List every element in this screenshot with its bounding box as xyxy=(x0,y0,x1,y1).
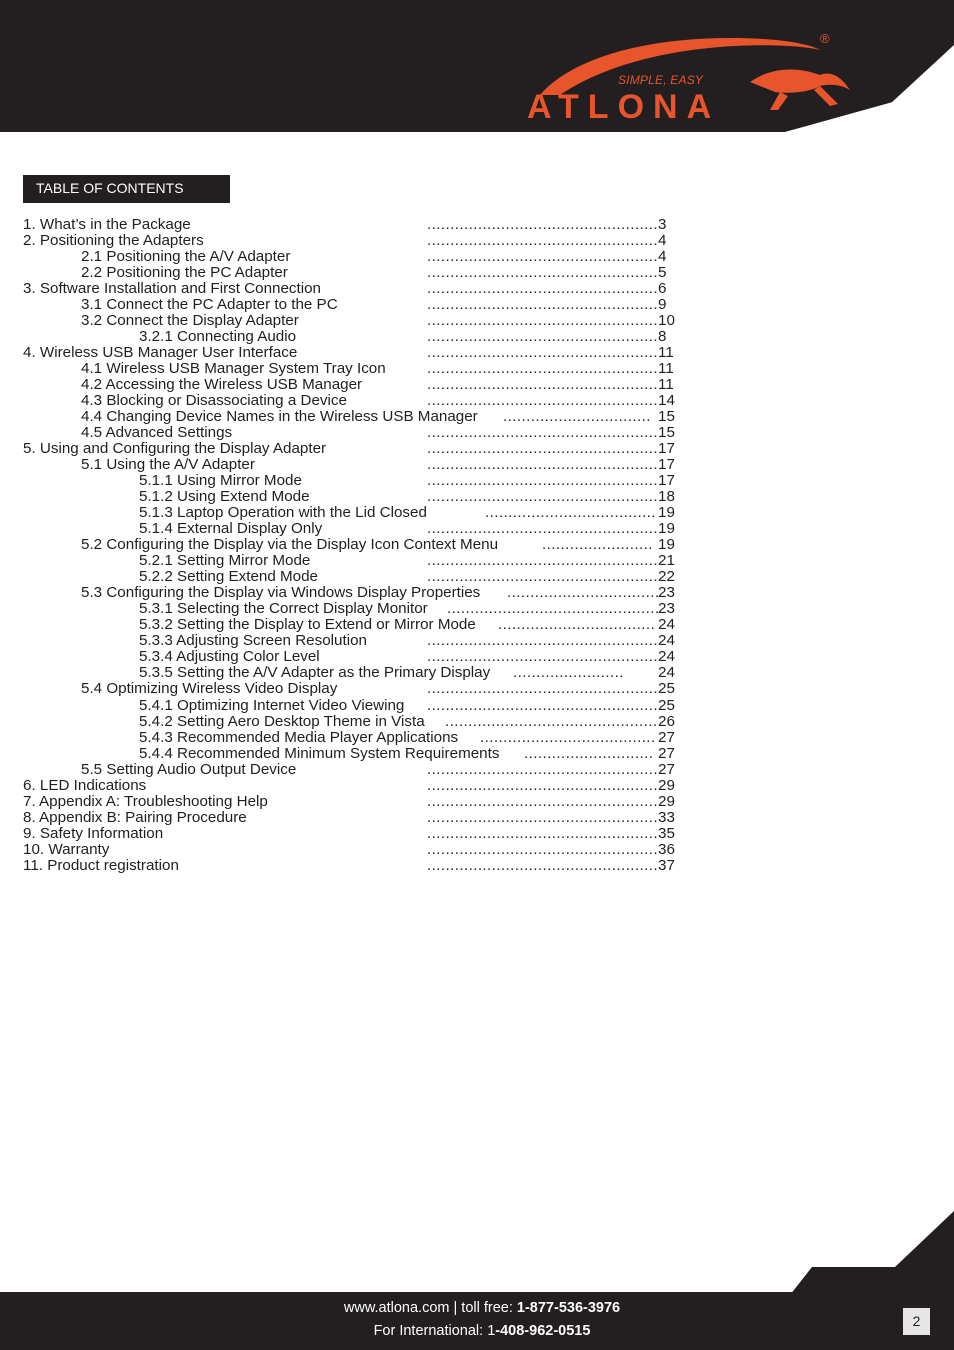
toc-entry-dots: .............................................. xyxy=(445,713,658,730)
toc-entry-dots: .................................................. xyxy=(427,777,658,794)
toc-entry-dots: .................................................. xyxy=(427,488,658,505)
footer-band xyxy=(0,1292,954,1350)
toc-entry-dots: ...................................... xyxy=(480,729,656,746)
toc-entry-label: 3.2.1 Connecting Audio xyxy=(139,328,297,345)
toc-entry-label: 10. Warranty xyxy=(23,841,110,858)
registered-mark: ® xyxy=(820,31,830,46)
toc-entry-page: 24 xyxy=(658,648,675,665)
toc-entry-label: 5.3.4 Adjusting Color Level xyxy=(139,648,320,665)
toc-entry-label: 5.4.2 Setting Aero Desktop Theme in Vista xyxy=(139,713,425,730)
toc-entry-label: 5.5 Setting Audio Output Device xyxy=(81,761,297,778)
footer-corner-shape xyxy=(0,1205,954,1295)
toc-entry-label: 5.2 Configuring the Display via the Display Icon Context Menu xyxy=(81,536,499,553)
toc-entry-page: 17 xyxy=(658,472,675,489)
toc-entry-page: 24 xyxy=(658,632,675,649)
toc-entry-page: 26 xyxy=(658,713,675,730)
toc-entry-dots: .................................................. xyxy=(427,248,658,265)
toc-entry-dots: .................................................. xyxy=(427,472,658,489)
toc-entry-label: 4.2 Accessing the Wireless USB Manager xyxy=(81,376,363,393)
toc-entry-dots: .................................................. xyxy=(427,280,658,297)
toc-entry-page: 14 xyxy=(658,392,675,409)
toc-entry-page: 24 xyxy=(658,616,675,633)
toc-entry-dots: .................................................. xyxy=(427,344,658,361)
toc-entry-label: 5.3.1 Selecting the Correct Display Monitor xyxy=(139,600,428,617)
toc-entry-dots: .................................................. xyxy=(427,809,658,826)
toc-entry-page: 3 xyxy=(658,216,667,233)
toc-entry-dots: .................................................. xyxy=(427,264,658,281)
toc-entry-label: 5.3.3 Adjusting Screen Resolution xyxy=(139,632,367,649)
toc-entry-label: 5.1.2 Using Extend Mode xyxy=(139,488,310,505)
toc-entry-dots: .................................................. xyxy=(427,216,658,233)
toc-entry-page: 27 xyxy=(658,729,675,746)
toc-entry-dots: .................................................. xyxy=(427,232,658,249)
toc-entry-label: 3.2 Connect the Display Adapter xyxy=(81,312,299,329)
toc-entry-dots: .................................................. xyxy=(427,697,658,714)
toc-entry-page: 23 xyxy=(658,584,675,601)
page-number: 2 xyxy=(903,1308,930,1335)
toc-entry-page: 11 xyxy=(658,376,674,393)
toc-entry-page: 5 xyxy=(658,264,667,281)
toc-entry-label: 3. Software Installation and First Connection xyxy=(23,280,322,297)
toc-entry-label: 5.1.4 External Display Only xyxy=(139,520,323,537)
toc-entry-label: 4.3 Blocking or Disassociating a Device xyxy=(81,392,347,409)
footer-website[interactable]: www.atlona.com xyxy=(343,1300,450,1316)
toc-entry-label: 11. Product registration xyxy=(23,857,179,874)
toc-entry-dots: .................................................. xyxy=(427,857,658,874)
toc-entry-page: 11 xyxy=(658,344,674,361)
toc-entry-page: 17 xyxy=(658,456,675,473)
toc-entry-dots: ............................ xyxy=(524,745,654,762)
toc-entry-label: 4.4 Changing Device Names in the Wireless USB Manager xyxy=(81,408,478,425)
toc-entry-page: 23 xyxy=(658,600,675,617)
toc-entry-dots: .................................................. xyxy=(427,648,658,665)
toc-entry-label: 5.4 Optimizing Wireless Video Display xyxy=(81,680,338,697)
brand-tagline: SIMPLE, EASY xyxy=(618,73,704,87)
toc-entry-label: 5. Using and Configuring the Display Adapter xyxy=(23,440,327,457)
toc-entry-label: 8. Appendix B: Pairing Procedure xyxy=(23,809,247,826)
toc-entry-dots: .................................................. xyxy=(427,376,658,393)
toc-entry-page: 24 xyxy=(658,664,675,681)
footer-international-line xyxy=(0,1323,954,1339)
toc-entry-dots: .................................................. xyxy=(427,841,658,858)
toc-entry-label: 6. LED Indications xyxy=(23,777,147,794)
toc-entry-dots: .................................................. xyxy=(427,296,658,313)
toc-entry-dots: .................................................. xyxy=(427,520,658,537)
footer-toll-free: 1-877-536-3976 xyxy=(516,1300,621,1316)
toc-entry-page: 9 xyxy=(658,296,667,313)
toc-entry-dots: .................................................. xyxy=(427,825,658,842)
toc-entry-label: 2.1 Positioning the A/V Adapter xyxy=(81,248,291,265)
toc-entry-dots: ........................ xyxy=(513,664,624,681)
toc-entry-page: 25 xyxy=(658,697,675,714)
toc-entry-label: 5.4.1 Optimizing Internet Video Viewing xyxy=(139,697,405,714)
toc-entry-page: 25 xyxy=(658,680,675,697)
toc-entry-label: 4.1 Wireless USB Manager System Tray Icon xyxy=(81,360,386,377)
toc-entry-dots: .............................................. xyxy=(447,600,660,617)
toc-entry-label: 5.1 Using the A/V Adapter xyxy=(81,456,255,473)
toc-entry-label: 1. What’s in the Package xyxy=(23,216,191,233)
toc-title: TABLE OF CONTENTS xyxy=(23,175,230,203)
toc-entry-page: 19 xyxy=(658,520,675,537)
brand-wordmark: ATLONA xyxy=(527,88,721,126)
toc-entry-page: 19 xyxy=(658,504,675,521)
toc-entry-page: 6 xyxy=(658,280,667,297)
toc-entry-page: 19 xyxy=(658,536,675,553)
toc-entry-label: 5.2.2 Setting Extend Mode xyxy=(139,568,318,585)
footer-intl-label: For International: 1 xyxy=(373,1323,496,1339)
toc-entry-page: 27 xyxy=(658,745,675,762)
toc-entry-dots: .................................................. xyxy=(427,552,658,569)
toc-entry-label: 5.3.2 Setting the Display to Extend or Mirror Mode xyxy=(139,616,476,633)
toc-entry-dots: .................................. xyxy=(498,616,656,633)
toc-entry-label: 2. Positioning the Adapters xyxy=(23,232,204,249)
toc-entry-page: 17 xyxy=(658,440,675,457)
toc-entry-dots: .................................................. xyxy=(427,392,658,409)
toc-entry-label: 5.1.3 Laptop Operation with the Lid Closed xyxy=(139,504,427,521)
toc-entry-page: 21 xyxy=(658,552,675,569)
toc-entry-dots: ................................ xyxy=(503,408,651,425)
toc-entry-label: 3.1 Connect the PC Adapter to the PC xyxy=(81,296,338,313)
toc-entry-page: 10 xyxy=(658,312,675,329)
toc-entry-page: 35 xyxy=(658,825,675,842)
toc-entry-page: 37 xyxy=(658,857,675,874)
toc-entry-page: 29 xyxy=(658,793,675,810)
footer-contact-line xyxy=(0,1300,954,1316)
footer-intl-number: -408-962-0515 xyxy=(495,1323,591,1339)
footer-separator: | toll free: xyxy=(449,1300,517,1316)
toc-entry-dots: .................................................. xyxy=(427,680,658,697)
toc-entry-dots: .................................................. xyxy=(427,440,658,457)
toc-entry-page: 27 xyxy=(658,761,675,778)
toc-entry-label: 7. Appendix A: Troubleshooting Help xyxy=(23,793,268,810)
toc-entry-dots: .................................................. xyxy=(427,632,658,649)
toc-entry-dots: .................................................. xyxy=(427,761,658,778)
toc-entry-page: 8 xyxy=(658,328,667,345)
toc-entry-page: 22 xyxy=(658,568,675,585)
toc-entry-page: 15 xyxy=(658,408,675,425)
toc-entry-page: 29 xyxy=(658,777,675,794)
toc-entry-label: 5.1.1 Using Mirror Mode xyxy=(139,472,302,489)
toc-entry-dots: .................................................. xyxy=(427,456,658,473)
toc-entry-dots: .................................................. xyxy=(427,328,658,345)
toc-entry-page: 4 xyxy=(658,248,667,265)
toc-entry-dots: ........................ xyxy=(542,536,653,553)
toc-entry-label: 5.4.4 Recommended Minimum System Requirements xyxy=(139,745,500,762)
toc-entry-dots: .................................................. xyxy=(427,312,658,329)
toc-entry-dots: .................................................. xyxy=(427,360,658,377)
toc-entry-label: 2.2 Positioning the PC Adapter xyxy=(81,264,288,281)
toc-entry-label: 5.3.5 Setting the A/V Adapter as the Primary Display xyxy=(139,664,491,681)
toc-entry-label: 5.2.1 Setting Mirror Mode xyxy=(139,552,311,569)
toc-entry-label: 4. Wireless USB Manager User Interface xyxy=(23,344,298,361)
toc-entry-page: 36 xyxy=(658,841,675,858)
toc-entry-label: 5.3 Configuring the Display via Windows Display Properties xyxy=(81,584,481,601)
toc-entry-dots: .................................................. xyxy=(427,793,658,810)
toc-entry-page: 33 xyxy=(658,809,675,826)
toc-entry-dots: .................................................. xyxy=(427,568,658,585)
toc-entry-page: 4 xyxy=(658,232,667,249)
toc-entry-dots: ................................. xyxy=(507,584,660,601)
toc-entry-label: 5.4.3 Recommended Media Player Applications xyxy=(139,729,459,746)
toc-entry-page: 11 xyxy=(658,360,674,377)
toc-entry-page: 18 xyxy=(658,488,675,505)
toc-entry-label: 4.5 Advanced Settings xyxy=(81,424,233,441)
toc-entry-dots: ..................................... xyxy=(485,504,656,521)
toc-entry-label: 9. Safety Information xyxy=(23,825,164,842)
toc-entry-page: 15 xyxy=(658,424,675,441)
toc-entry-dots: .................................................. xyxy=(427,424,658,441)
